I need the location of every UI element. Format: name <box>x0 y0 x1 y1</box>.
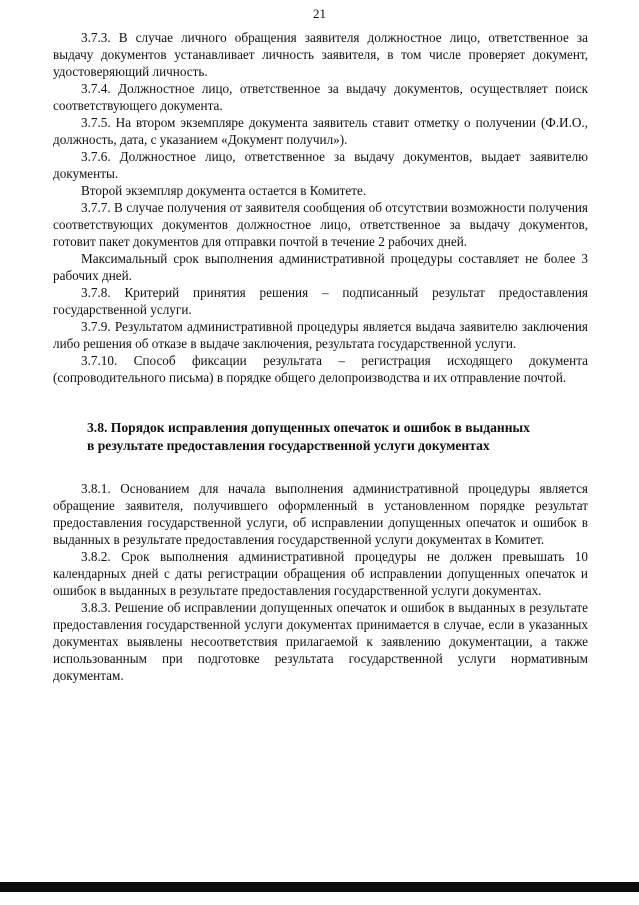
paragraph-3-7-6: 3.7.6. Должностное лицо, ответственное за выдачу документов, выдает заявителю документы. <box>53 149 588 181</box>
paragraph-3-7-10: 3.7.10. Способ фиксации результата – регистрация исходящего документа (сопроводительного письма) в порядке общего делопроизводства и их отправление почтой. <box>53 353 588 385</box>
document-body <box>53 29 588 684</box>
paragraph-3-7-9: 3.7.9. Результатом административной процедуры является выдача заявителю заключения либо решения об отказе в выдаче заключения, результата государственной услуги. <box>53 319 588 351</box>
paragraph-second-copy: Второй экземпляр документа остается в Комитете. <box>81 183 367 198</box>
spacer <box>53 455 588 480</box>
paragraph-3-7-5: 3.7.5. На втором экземпляре документа заявитель ставит отметку о получении (Ф.И.О., должность, дата, с указанием «Документ получил»). <box>53 115 588 147</box>
spacer <box>53 386 588 419</box>
paragraph-3-8-3: 3.8.3. Решение об исправлении допущенных опечаток и ошибок в выданных в результате предоставления государственной услуги документах принимается в случае, если в указанных документах выявлены несоответствия прилагаемой к заявлению документации, а также использованным при подготовке результата государственной услуги нормативным документам. <box>53 600 588 683</box>
paragraph-3-8-2: 3.8.2. Срок выполнения административной процедуры не должен превышать 10 календарных дней с даты регистрации обращения об исправлении допущенных опечаток и ошибок в выданных в результате предоставления государственной услуги документах. <box>53 549 588 598</box>
paragraph-3-8-1: 3.8.1. Основанием для начала выполнения административной процедуры является обращение заявителя, получившего оформленный в установленном порядке результат предоставления государственной услуги, об исправлении допущенных опечаток и ошибок в выданных в результате предоставления государственной услуги документах в Комитет. <box>53 481 588 547</box>
paragraph-3-7-4: 3.7.4. Должностное лицо, ответственное за выдачу документов, осуществляет поиск соответствующего документа. <box>53 81 588 113</box>
section-heading-line-2: в результате предоставления государственной услуги документах <box>87 438 490 453</box>
section-heading-line-1: 3.8. Порядок исправления допущенных опечаток и ошибок в выданных <box>87 420 530 435</box>
paragraph-3-7-3: 3.7.3. В случае личного обращения заявителя должностное лицо, ответственное за выдачу документов устанавливает личность заявителя, в том числе проверяет документ, удостоверяющий личность. <box>53 30 588 79</box>
paragraph-max-term: Максимальный срок выполнения административной процедуры составляет не более 3 рабочих дней. <box>53 251 588 283</box>
scan-bottom-border <box>0 882 639 892</box>
paragraph-3-7-8: 3.7.8. Критерий принятия решения – подписанный результат предоставления государственной услуги. <box>53 285 588 317</box>
page-number: 21 <box>313 6 326 21</box>
paragraph-3-7-7: 3.7.7. В случае получения от заявителя сообщения об отсутствии возможности получения соответствующих документов должностное лицо, ответственное за выдачу документов, готовит пакет документов для отправки почтой в течение 2 рабочих дней. <box>53 200 588 249</box>
section-heading-3-8 <box>53 419 588 455</box>
